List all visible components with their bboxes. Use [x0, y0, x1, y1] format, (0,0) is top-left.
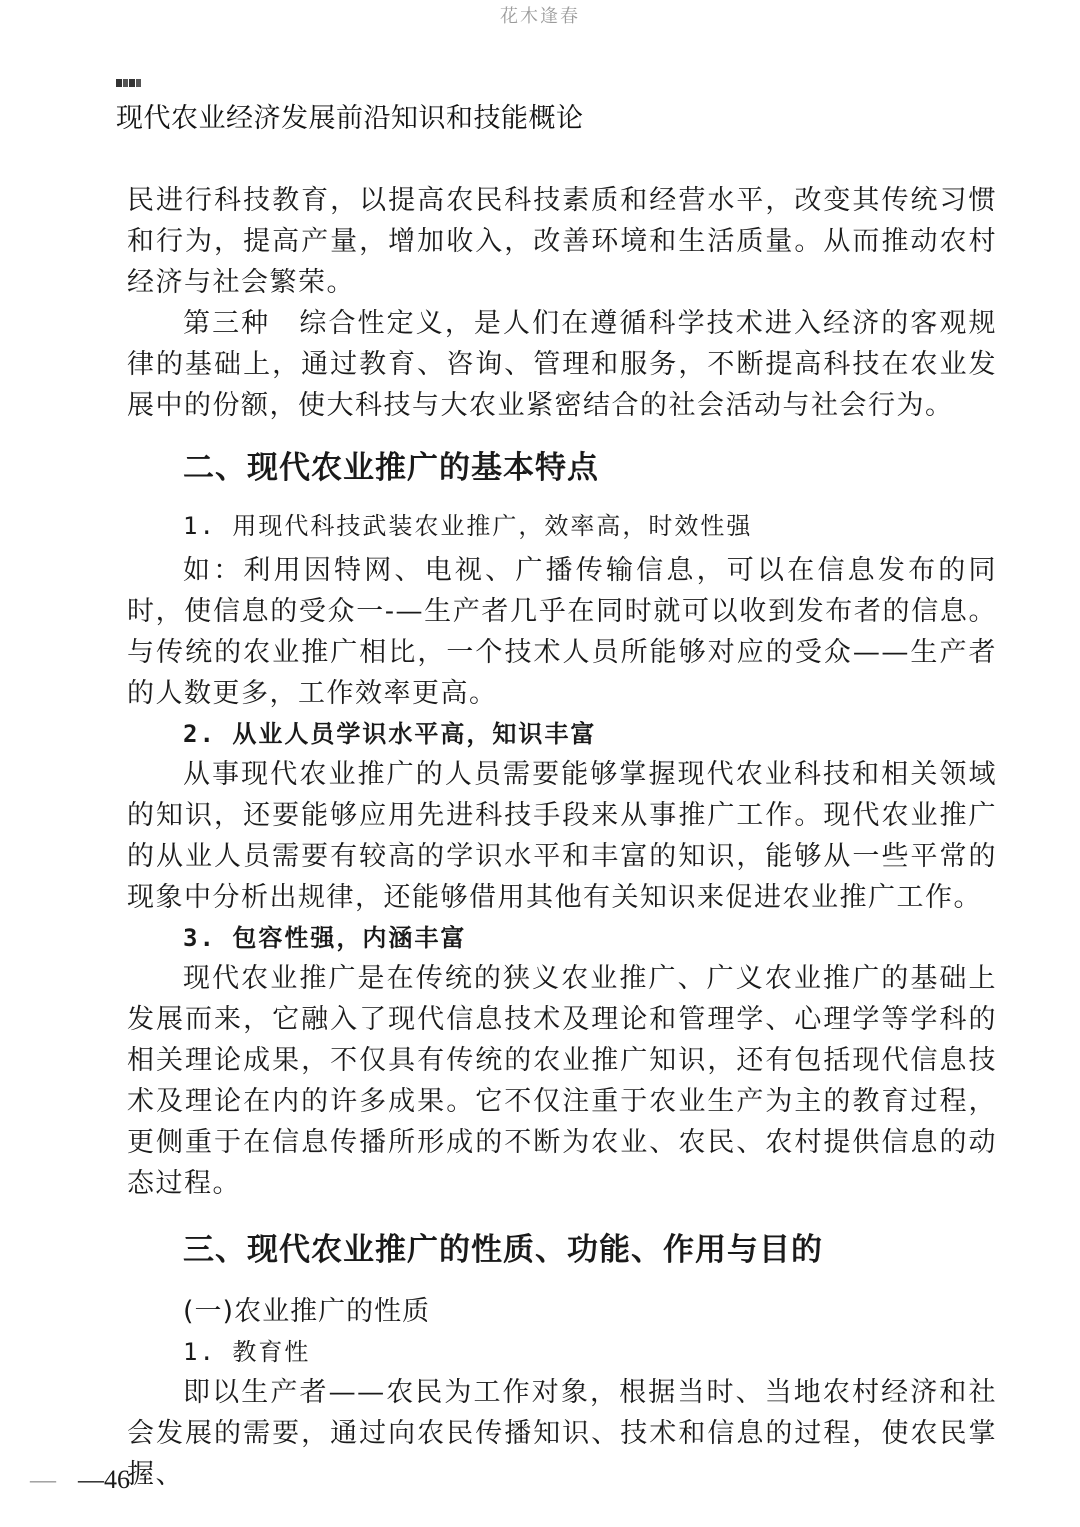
- item-heading-2: 2. 从业人员学识水平高，知识丰富: [183, 720, 597, 748]
- paragraph-6: 即以生产者——农民为工作对象，根据当时、当地农村经济和社会发展的需要，通过向农民传播知识、技术和信息的过程，使农民掌握、: [127, 1377, 997, 1490]
- book-title: 现代农业经济发展前沿知识和技能概论: [116, 103, 584, 134]
- paragraph-3: 如：利用因特网、电视、广播传输信息，可以在信息发布的同时，使信息的受众一-—生产者几乎在同时就可以收到发布者的信息。与传统的农业推广相比，一个技术人员所能够对应的受众——生产者的人数更多，工作效率更高。: [127, 555, 997, 709]
- paragraph-4: 从事现代农业推广的人员需要能够掌握现代农业科技和相关领域的知识，还要能够应用先进科技手段来从事推广工作。现代农业推广的从业人员需要有较高的学识水平和丰富的知识，能够从一些平常的现象中分析出规律，还能够借用其他有关知识来促进农业推广工作。: [127, 759, 997, 913]
- book-logo-icon: [116, 78, 142, 88]
- page-body: [127, 180, 997, 1495]
- section-heading-2: 二、现代农业推广的基本特点: [183, 450, 599, 486]
- item-heading-1: 1. 用现代科技武装农业推广，效率高，时效性强: [183, 512, 753, 540]
- watermark: 花木逢春: [500, 6, 580, 27]
- paragraph-5: 现代农业推广是在传统的狭义农业推广、广义农业推广的基础上发展而来，它融入了现代信息技术及理论和管理学、心理学等学科的相关理论成果，不仅具有传统的农业推广知识，还有包括现代信息技术及理论在内的许多成果。它不仅注重于农业生产为主的教育过程，更侧重于在信息传播所形成的不断为农业、农民、农村提供信息的动态过程。: [127, 963, 997, 1199]
- subsection-heading-1: (一)农业推广的性质: [183, 1296, 431, 1327]
- footer-mark: —: [30, 1465, 56, 1494]
- item-heading-4: 1. 教育性: [183, 1338, 311, 1366]
- page-number: —46: [78, 1465, 130, 1494]
- item-heading-3: 3. 包容性强，内涵丰富: [183, 924, 467, 952]
- section-heading-3: 三、现代农业推广的性质、功能、作用与目的: [183, 1232, 823, 1268]
- page-footer: [30, 1465, 130, 1495]
- paragraph-1: 民进行科技教育，以提高农民科技素质和经营水平，改变其传统习惯和行为，提高产量，增加收入，改善环境和生活质量。从而推动农村经济与社会繁荣。: [127, 185, 997, 298]
- paragraph-2: 第三种 综合性定义，是人们在遵循科学技术进入经济的客观规律的基础上，通过教育、咨询、管理和服务，不断提高科技在农业发展中的份额，使大科技与大农业紧密结合的社会活动与社会行为。: [127, 308, 997, 421]
